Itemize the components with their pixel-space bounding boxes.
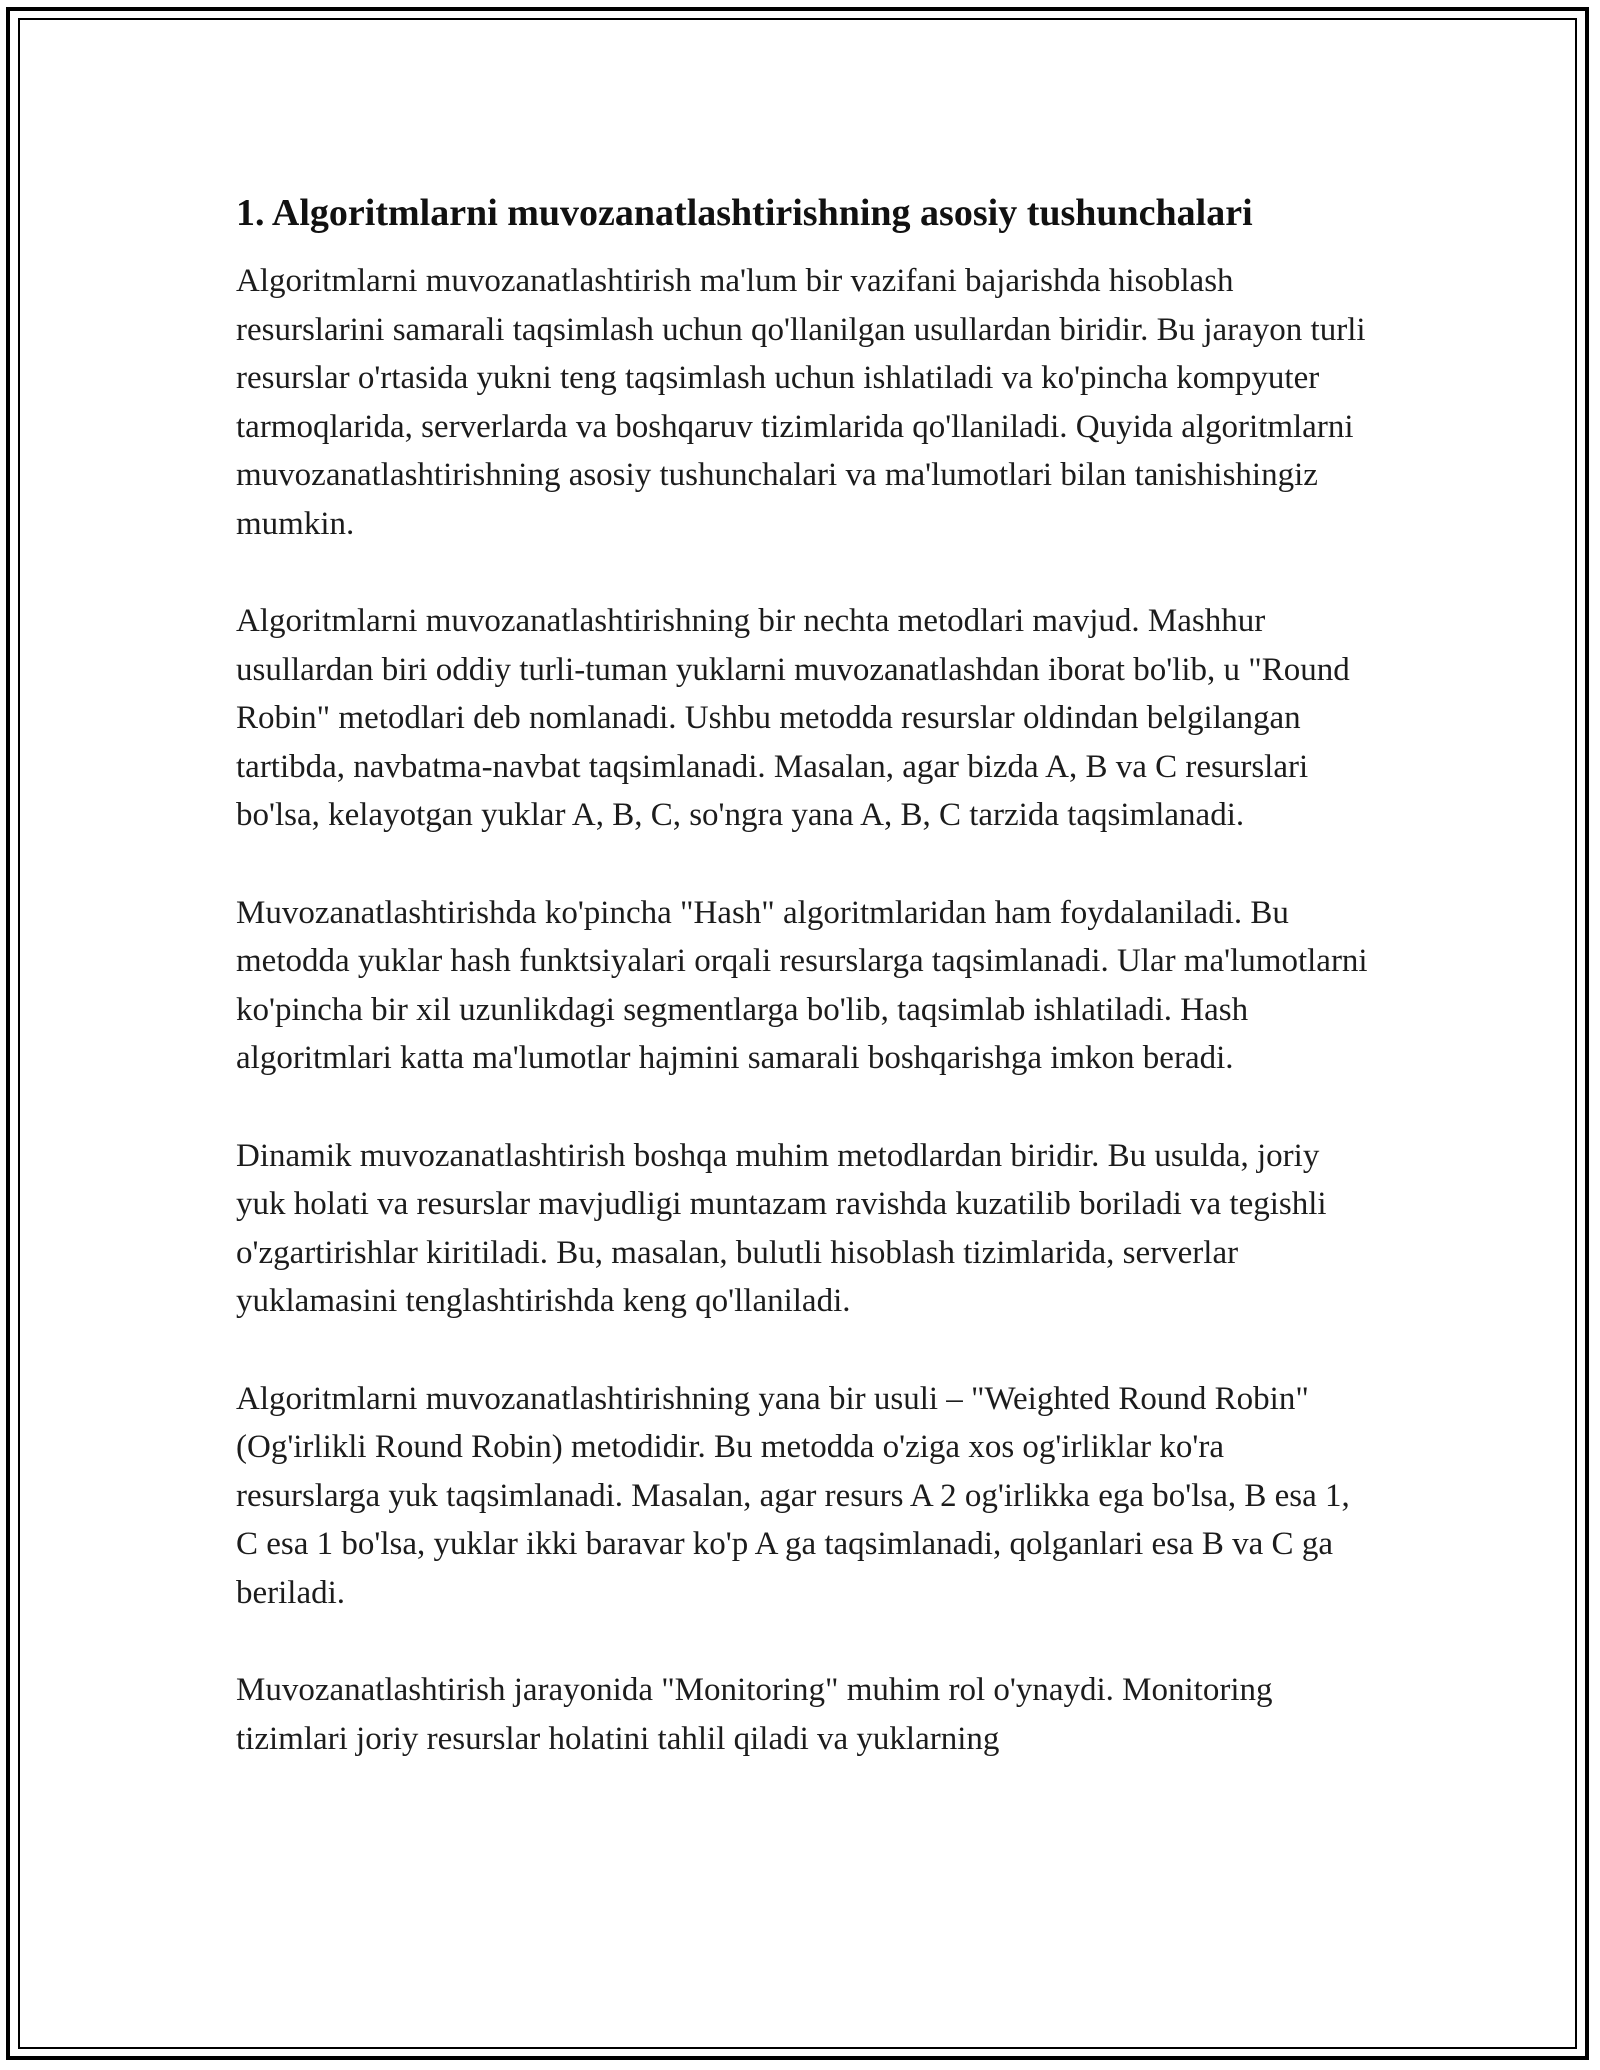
paragraph-weighted-round-robin: Algoritmlarni muvozanatlashtirishning yana bir usuli – "Weighted Round Robin" (Og'irlikli Round Robin) metodidir. Bu metodda o'ziga xos og'irliklar ko'ra resurslarga yuk taqsimlanadi. Masalan, agar resurs A 2 og'irlikka ega bo'lsa, B esa 1, C esa 1 bo'lsa, yuklar ikki baravar ko'p A ga taqsimlanadi, qolganlari esa B va C ga beriladi. bbox=[236, 1380, 1350, 1611]
paragraph-round-robin: Algoritmlarni muvozanatlashtirishning bir nechta metodlari mavjud. Mashhur usullardan biri oddiy turli-tuman yuklarni muvozanatlashdan iborat bo'lib, u "Round Robin" metodlari deb nomlanadi. Ushbu metodda resurslar oldindan belgilangan tartibda, navbatma-navbat taqsimlanadi. Masalan, agar bizda A, B va C resurslari bo'lsa, kelayotgan yuklar A, B, C, so'ngra yana A, B, C tarzida taqsimlanadi. bbox=[236, 603, 1350, 833]
paragraph-monitoring: Muvozanatlashtirish jarayonida "Monitoring" muhim rol o'ynaydi. Monitoring tizimlari joriy resurslar holatini tahlil qiladi va yuklarning bbox=[236, 1672, 1273, 1757]
section-heading: 1. Algoritmlarni muvozanatlashtirishning asosiy tushunchalari bbox=[236, 192, 1253, 234]
paragraph-dynamic: Dinamik muvozanatlashtirish boshqa muhim metodlardan biridir. Bu usulda, joriy yuk holati va resurslar mavjudligi muntazam ravishda kuzatilib boriladi va tegishli o'zgartirishlar kiritiladi. Bu, masalan, bulutli hisoblash tizimlarida, serverlar yuklamasini tenglashtirishda keng qo'llaniladi. bbox=[236, 1137, 1327, 1319]
paragraph-hash: Muvozanatlashtirishda ko'pincha "Hash" algoritmlaridan ham foydalaniladi. Bu metodda yuklar hash funktsiyalari orqali resurslarga taqsimlanadi. Ular ma'lumotlarni ko'pincha bir xil uzunlikdagi segmentlarga bo'lib, taqsimlab ishlatiladi. Hash algoritmlari katta ma'lumotlar hajmini samarali boshqarishga imkon beradi. bbox=[236, 894, 1368, 1076]
document-body bbox=[236, 185, 1368, 1763]
paragraph-intro: Algoritmlarni muvozanatlashtirish ma'lum bir vazifani bajarishda hisoblash resurslarini samarali taqsimlash uchun qo'llanilgan usullardan biridir. Bu jarayon turli resurslar o'rtasida yukni teng taqsimlash uchun ishlatiladi va ko'pincha kompyuter tarmoqlarida, serverlarda va boshqaruv tizimlarida qo'llaniladi. Quyida algoritmlarni muvozanatlashtirishning asosiy tushunchalari va ma'lumotlari bilan tanishishingiz mumkin. bbox=[236, 263, 1366, 542]
